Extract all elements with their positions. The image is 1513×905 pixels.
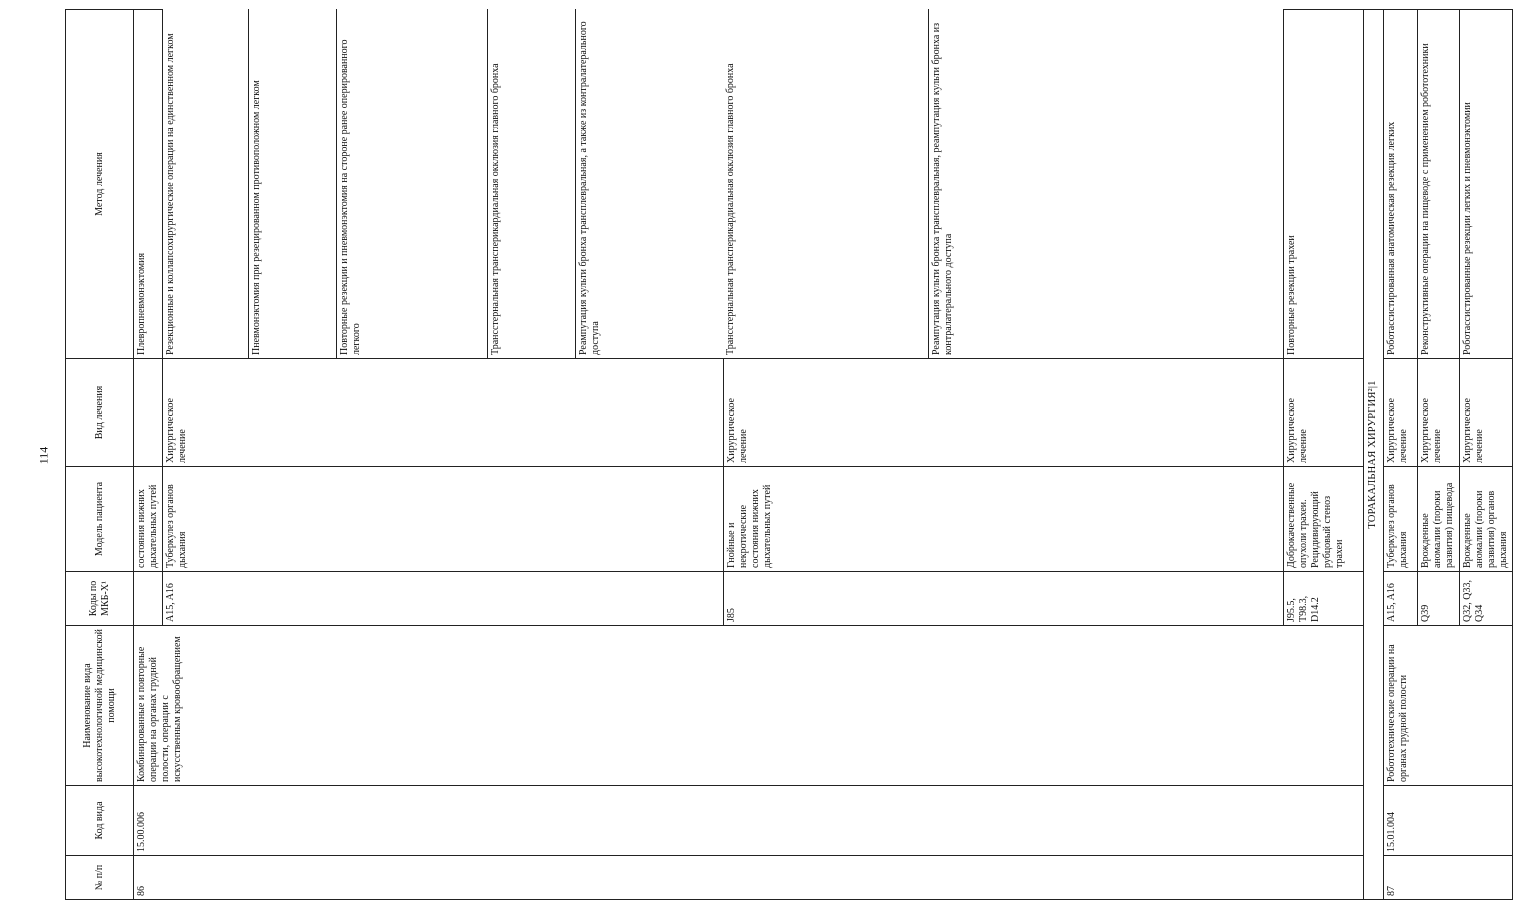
row87-a-icd: A15, A16	[1384, 572, 1418, 626]
row86-c-model: Доброкачественные опухоли трахеи. Рецидивирующий рубцовый стеноз трахеи	[1284, 467, 1364, 572]
header-type: Вид лечения	[66, 359, 134, 467]
row86-b-model: Гнойные и некротические состояния нижних дыхательных путей	[723, 467, 1284, 572]
vmp-table	[65, 9, 1513, 900]
row87-num: 87	[1384, 856, 1513, 900]
row87-c-model: Врожденные аномалии (пороки развития) органов дыхания	[1460, 467, 1513, 572]
row87-code: 15.01.004	[1384, 786, 1513, 856]
row87-c-method: Роботассистированные резекции легких и пневмонэктомии	[1460, 10, 1513, 359]
row87-c-icd: Q32, Q33, Q34	[1460, 572, 1513, 626]
row86-a-methods	[163, 10, 724, 359]
row86-b-method-1: Трансстернальная трансперикардиальная окклюзия главного бронха	[723, 10, 928, 359]
row87-name: Робототехнические операции на органах грудной полости	[1384, 626, 1513, 786]
row87-a-method: Роботассистированная анатомическая резекция легких	[1384, 10, 1418, 359]
row86-c-method: Повторные резекции трахеи	[1284, 10, 1364, 359]
row86-a-model: Туберкулез органов дыхания	[163, 467, 724, 572]
row86-a-method-1: Резекционные и коллапсохирургические операции на единственном легком	[163, 10, 249, 359]
header-code: Код вида	[66, 786, 134, 856]
row86-c-type: Хирургическое лечение	[1284, 359, 1364, 467]
header-model: Модель пациента	[66, 467, 134, 572]
header-num: № п/п	[66, 856, 134, 900]
row87-b-method: Реконструктивные операции на пищеводе с применением робототехники	[1418, 10, 1460, 359]
row86-a-method-2: Пневмонэктомия при резецированном противоположном легком	[249, 10, 337, 359]
row86-a-method-4: Трансстернальная трансперикардиальная окклюзия главного бронха	[487, 10, 575, 359]
table-row	[1384, 10, 1418, 900]
row86-b-type: Хирургическое лечение	[723, 359, 1284, 467]
row86-code: 15.00.006	[134, 786, 1364, 856]
row87-a-model: Туберкулез органов дыхания	[1384, 467, 1418, 572]
row86-b-methods	[723, 10, 1284, 359]
row86-top-icd	[134, 572, 163, 626]
section-title: ТОРАКАЛЬНАЯ ХИРУРГИЯ²|1	[1364, 10, 1384, 900]
header-row	[66, 10, 134, 900]
header-icd: Коды по МКБ-Х¹	[66, 572, 134, 626]
row87-b-icd: Q39	[1418, 572, 1460, 626]
row86-b-method-2: Реампутация культи бронха трансплевральная, реампутация культи бронха из контралатерального доступа	[930, 22, 954, 355]
row86-num: 86	[134, 856, 1364, 900]
row86-a-method-3: Повторные резекции и пневмонэктомия на стороне ранее оперированного легкого	[337, 10, 487, 359]
row86-a-method-5: Реампутация культи бронха трансплевральная, а также из контралатерального доступа	[577, 21, 601, 355]
row86-c-icd: J95.5, T98.3, D14.2	[1284, 572, 1364, 626]
page-number: 114	[36, 446, 51, 465]
header-name: Наименование вида высокотехнологичной медицинской помощи	[66, 626, 134, 786]
row87-b-model: Врожденные аномалии (пороки развития) пищевода	[1418, 467, 1460, 572]
rotated-table-sheet	[65, 10, 1509, 900]
row86-a-icd: A15, A16	[163, 572, 724, 626]
row86-top-type	[134, 359, 163, 467]
row86-name: Комбинированные и повторные операции на органах грудной полости, операции с искусственным кровообращением	[134, 626, 1364, 786]
row86-a-type: Хирургическое лечение	[163, 359, 724, 467]
row86-top-method: Плевропневмонэктомия	[134, 10, 163, 359]
row87-c-type: Хирургическое лечение	[1460, 359, 1513, 467]
section-row	[1364, 10, 1384, 900]
row86-top-model: состояния нижних дыхательных путей	[134, 467, 163, 572]
header-method: Метод лечения	[66, 10, 134, 359]
table-row	[134, 10, 163, 900]
row86-b-icd: J85	[723, 572, 1284, 626]
row87-a-type: Хирургическое лечение	[1384, 359, 1418, 467]
row87-b-type: Хирургическое лечение	[1418, 359, 1460, 467]
